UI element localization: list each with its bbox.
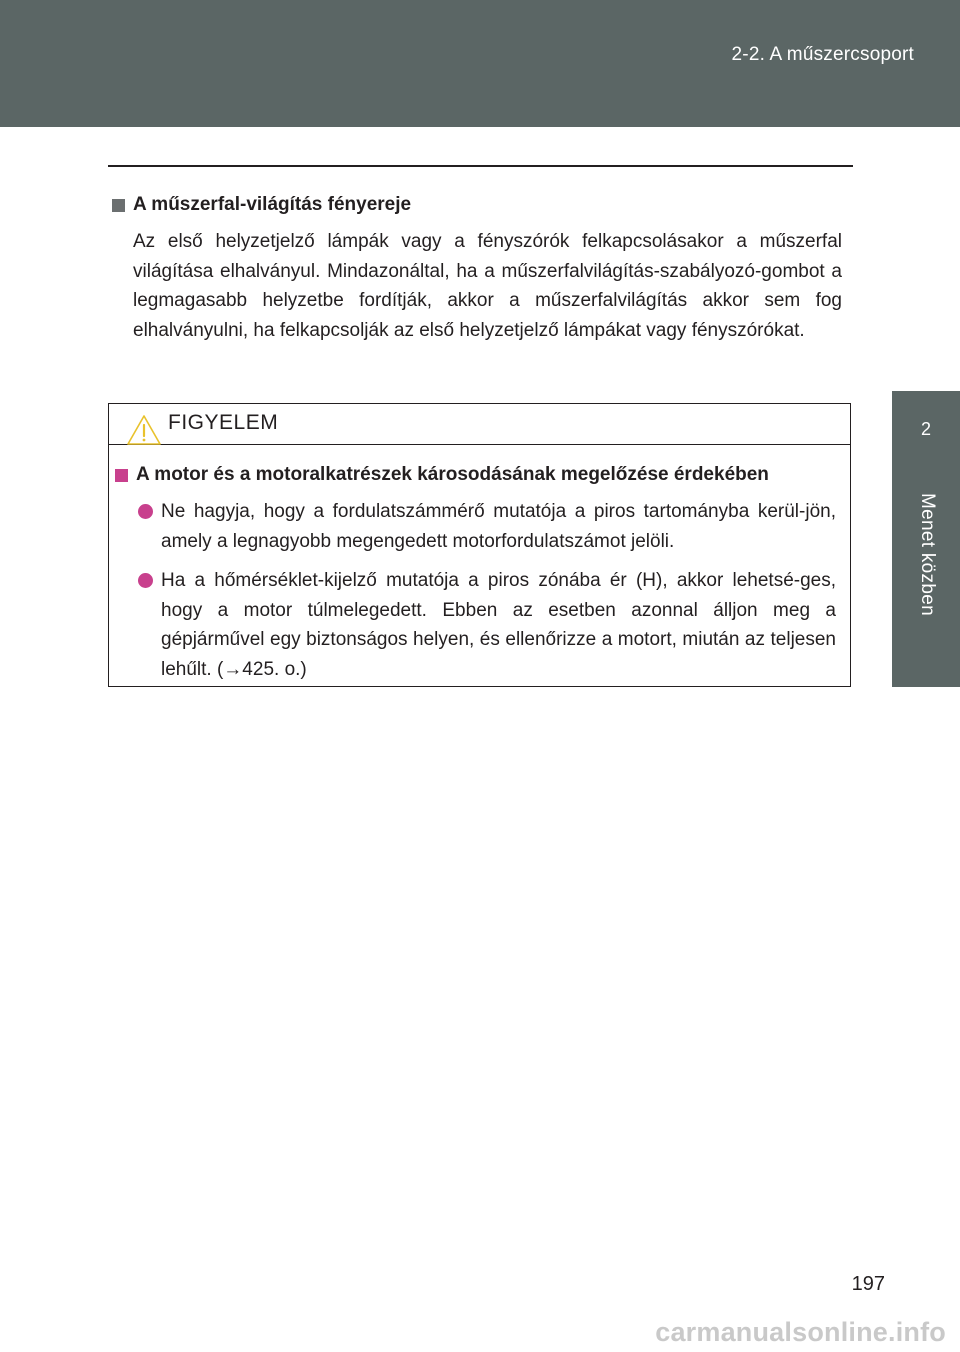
square-bullet-icon xyxy=(112,199,125,212)
page-number: 197 xyxy=(851,1273,885,1295)
section-heading-text: A műszerfal-világítás fényereje xyxy=(133,194,412,215)
watermark: carmanualsonline.info xyxy=(655,1317,946,1347)
warning-item xyxy=(138,497,836,556)
chapter-number: 2 xyxy=(920,419,931,439)
warning-triangle-icon xyxy=(126,414,162,446)
header-band xyxy=(0,0,960,127)
round-bullet-icon xyxy=(138,573,153,588)
warning-heading xyxy=(115,463,836,487)
top-divider xyxy=(108,165,853,167)
section-title: 2-2. A műszercsoport xyxy=(731,44,914,65)
chapter-tab xyxy=(892,391,960,687)
warning-body xyxy=(109,445,850,684)
warning-item-text: Ha a hőmérséklet-kijelző mutatója a piros zónába ér (H), akkor lehetsé-ges, hogy a motor túlmelegedett. Ebben az esetben azonnal álljon meg a gépjárművel egy biztonságos helyen, és ellenőrizze a motort, miután az teljesen lehűlt. (→425. o.) xyxy=(161,570,836,680)
section-heading xyxy=(112,193,842,217)
info-section xyxy=(112,193,842,345)
square-bullet-icon xyxy=(115,469,128,482)
section-paragraph: Az első helyzetjelző lámpák vagy a fényszórók felkapcsolásakor a műszerfal világítása elhalványul. Mindazonáltal, ha a műszerfalvilágítás-szabályozó-gombot a legmagasabb helyzetbe fordítják, akkor a műszerfalvilágítás akkor sem fog elhalványulni, ha felkapcsolják az első helyzetjelző lámpákat vagy fényszórókat. xyxy=(133,231,842,341)
chapter-label: Menet közben xyxy=(917,493,938,616)
warning-heading-text: A motor és a motoralkatrészek károsodásának megelőzése érdekében xyxy=(136,464,769,485)
warning-title: FIGYELEM xyxy=(168,411,279,434)
warning-item xyxy=(138,566,836,684)
warning-header xyxy=(109,404,850,445)
round-bullet-icon xyxy=(138,504,153,519)
warning-item-text: Ne hagyja, hogy a fordulatszámmérő mutatója a piros tartományba kerül-jön, amely a legnagyobb megengedett motorfordulatszámot jelöli. xyxy=(161,501,836,552)
warning-box xyxy=(108,403,851,687)
